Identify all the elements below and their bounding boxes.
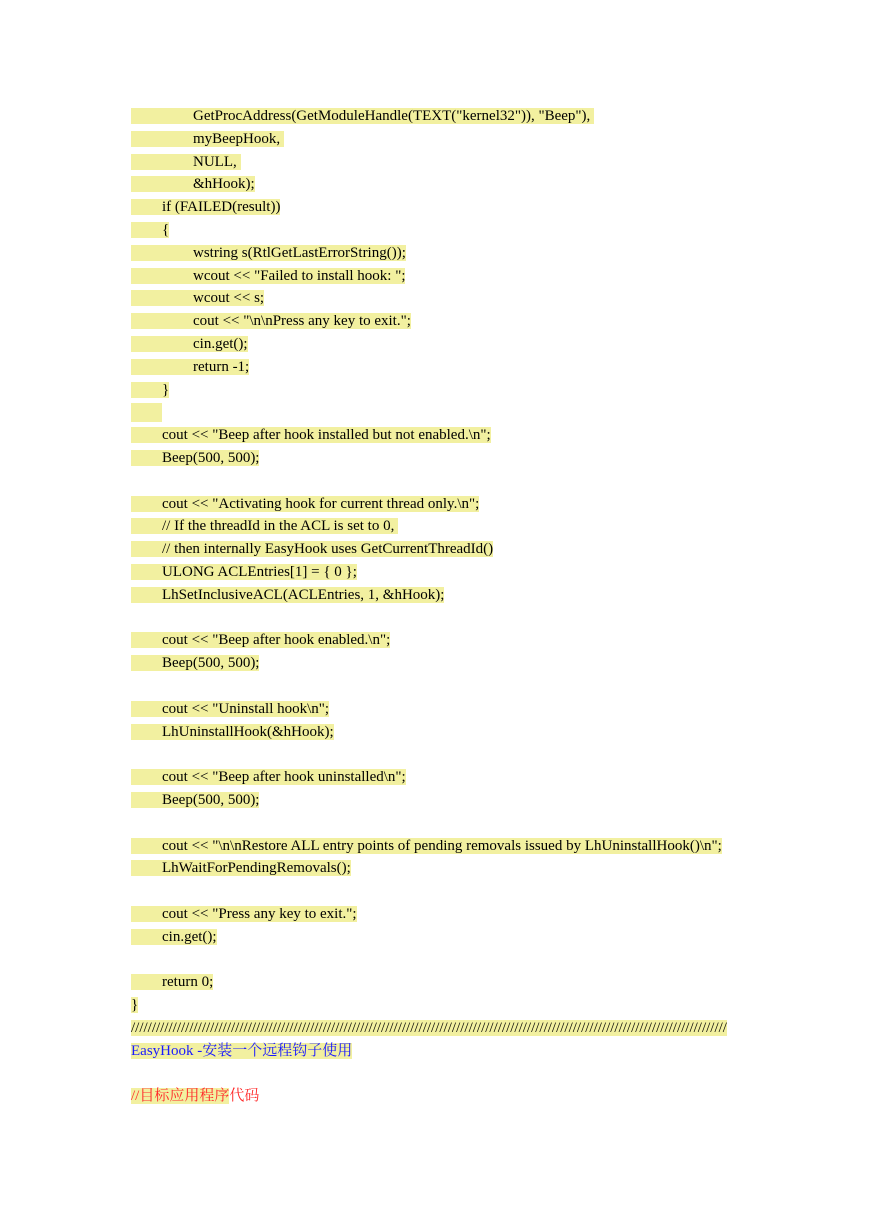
code-line-text: cin.get(); [131,336,248,352]
code-line-text: 代码 [229,1088,260,1105]
code-line-text: { [131,222,169,238]
code-line [131,903,751,926]
code-line-text: ULONG ACLEntries[1] = { 0 }; [131,564,357,580]
code-line [131,607,751,630]
code-line [131,105,751,128]
code-line [131,1017,751,1040]
code-line [131,880,751,903]
code-line-text: Beep(500, 500); [131,792,259,808]
code-line-text: return -1; [131,359,249,375]
code-line [131,1085,751,1108]
code-line-text: } [131,997,139,1014]
code-line-text: if (FAILED(result)) [131,199,280,215]
code-line-text: return 0; [131,974,213,990]
code-line-text: cout << "Beep after hook installed but not enabled.\n"; [131,427,491,443]
code-line [131,743,751,766]
code-line [131,629,751,652]
code-line-text: LhUninstallHook(&hHook); [131,724,334,740]
code-line [131,265,751,288]
code-listing [131,105,751,1108]
code-line-text: cout << "\n\nRestore ALL entry points of pending removals issued by LhUninstallHook()\n"; [131,838,722,854]
code-line [131,401,751,424]
code-line-text: myBeepHook, [131,131,284,147]
code-line-text: cout << "Beep after hook enabled.\n"; [131,632,390,648]
code-line [131,447,751,470]
code-line [131,242,751,265]
code-line-text: LhWaitForPendingRemovals(); [131,860,351,876]
code-line [131,857,751,880]
code-line-text: Beep(500, 500); [131,450,259,466]
code-line [131,789,751,812]
code-line [131,812,751,835]
code-line-text: cout << "Uninstall hook\n"; [131,701,329,717]
code-line-text: cout << "\n\nPress any key to exit."; [131,313,411,329]
code-line [131,151,751,174]
code-line-text: /////////////////////////////////////////////////////////////////////////////////////////////////////////////////////////////////////////////// [131,1019,727,1036]
code-line-text: Beep(500, 500); [131,655,259,671]
code-line-text: cin.get(); [131,929,217,945]
code-line [131,652,751,675]
code-line [131,333,751,356]
code-line-text: wcout << s; [131,290,264,306]
code-line-text: } [131,382,169,398]
code-line [131,173,751,196]
code-line [131,835,751,858]
code-line [131,1062,751,1085]
code-line-text: cout << "Activating hook for current thread only.\n"; [131,496,479,512]
code-line [131,128,751,151]
code-line-text: wcout << "Failed to install hook: "; [131,268,405,284]
code-line [131,196,751,219]
code-line [131,948,751,971]
code-line [131,721,751,744]
code-line [131,356,751,379]
code-line [131,1040,751,1063]
code-line [131,310,751,333]
code-line [131,219,751,242]
code-line [131,470,751,493]
code-line-text: //目标应用程序 [131,1088,230,1105]
code-line [131,493,751,516]
code-line [131,424,751,447]
code-line [131,994,751,1017]
code-line [131,971,751,994]
code-line [131,561,751,584]
code-line [131,584,751,607]
code-line-text: cout << "Beep after hook uninstalled\n"; [131,769,406,785]
code-line-text: // If the threadId in the ACL is set to 0, [131,518,398,534]
code-line-text: GetProcAddress(GetModuleHandle(TEXT("kernel32")), "Beep"), [131,108,594,124]
code-line-text: wstring s(RtlGetLastErrorString()); [131,245,406,261]
code-line-text: cout << "Press any key to exit."; [131,906,357,922]
code-line [131,379,751,402]
code-line [131,926,751,949]
code-line [131,766,751,789]
code-line-text: &hHook); [131,176,255,192]
code-line-text: // then internally EasyHook uses GetCurrentThreadId() [131,541,493,557]
code-line [131,698,751,721]
code-line [131,287,751,310]
code-line-text: LhSetInclusiveACL(ACLEntries, 1, &hHook); [131,587,444,603]
highlight-marker [131,403,162,422]
code-line [131,515,751,538]
code-line-text: NULL, [131,154,241,170]
code-line [131,538,751,561]
code-line [131,675,751,698]
code-line-text: EasyHook -安装一个远程钩子使用 [131,1042,353,1059]
